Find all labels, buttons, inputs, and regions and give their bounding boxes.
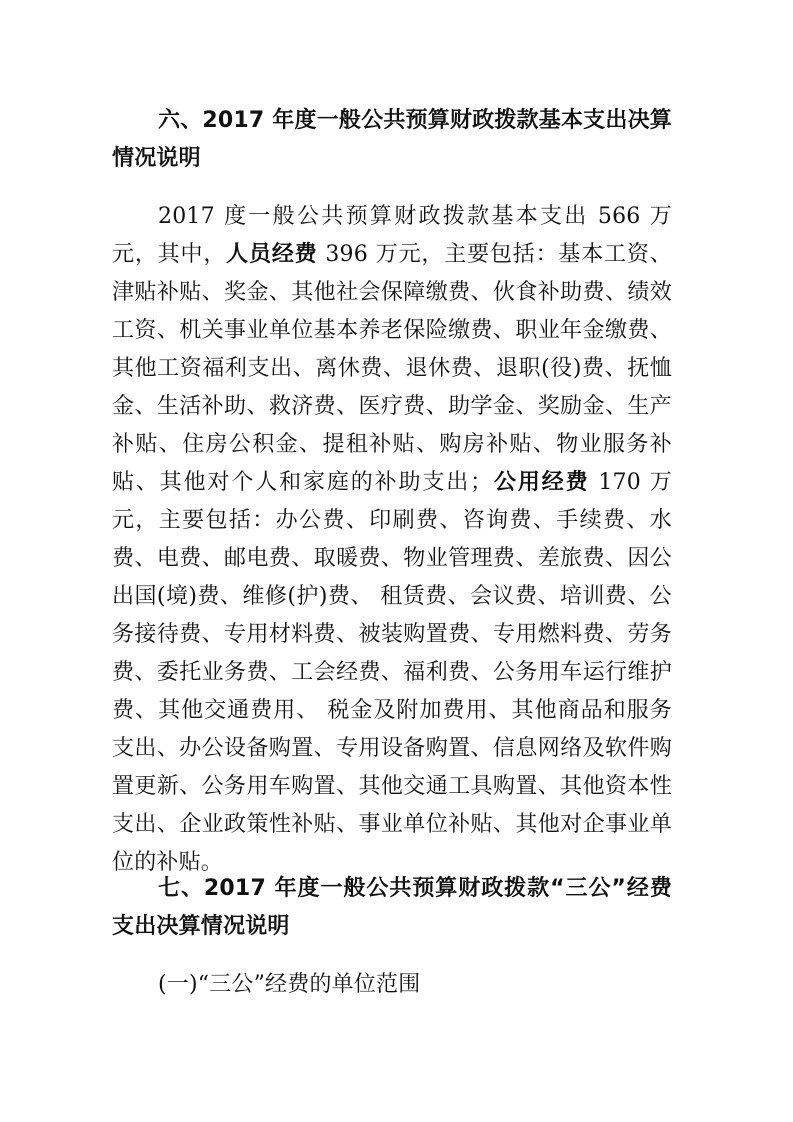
section-7-subheading: (一)“三公”经费的单位范围 [158,972,421,997]
section-7-heading: 七、2017 年度一般公共预算财政拨款“三公”经费支出决算情况说明 [112,876,672,939]
personnel-expense-text: 396 万元，主要包括：基本工资、津贴补贴、奖金、其他社会保障缴费、伙食补助费、绩效工资、机关事业单位基本养老保险缴费、职业年金缴费、其他工资福利支出、离休费、退休费、退职(役)费、抚恤金、生活补助、救济费、医疗费、助学金、奖励金、生产补贴、住房公积金、提租补贴、购房补贴、物业服务补贴、其他对个人和家庭的补助支出； [112,242,672,495]
section-6-heading: 六、2017 年度一般公共预算财政拨款基本支出决算情况说明 [112,108,672,171]
public-expense-label: 公用经费 [492,470,590,495]
section-6-paragraph [112,198,672,882]
public-expense-text: 170 万元，主要包括：办公费、印刷费、咨询费、手续费、水费、电费、邮电费、取暖费、物业管理费、差旅费、因公出国(境)费、维修(护)费、 租赁费、会议费、培训费、公务接待费、专用材料费、被装购置费、专用燃料费、劳务费、委托业务费、工会经费、福利费、公务用车运行维护费、其他交通费用、 税金及附加费用、其他商品和服务支出、办公设备购置、专用设备购置、信息网络及软件购置更新、公务用车购置、其他交通工具购置、其他资本性支出、企业政策性补贴、事业单位补贴、其他对企事业单位的补贴。 [112,470,672,875]
paragraph-intro: 2017 度一般公共预算财政拨款基本支出 566 万元，其中， [112,204,672,267]
personnel-expense-label: 人员经费 [226,242,318,267]
